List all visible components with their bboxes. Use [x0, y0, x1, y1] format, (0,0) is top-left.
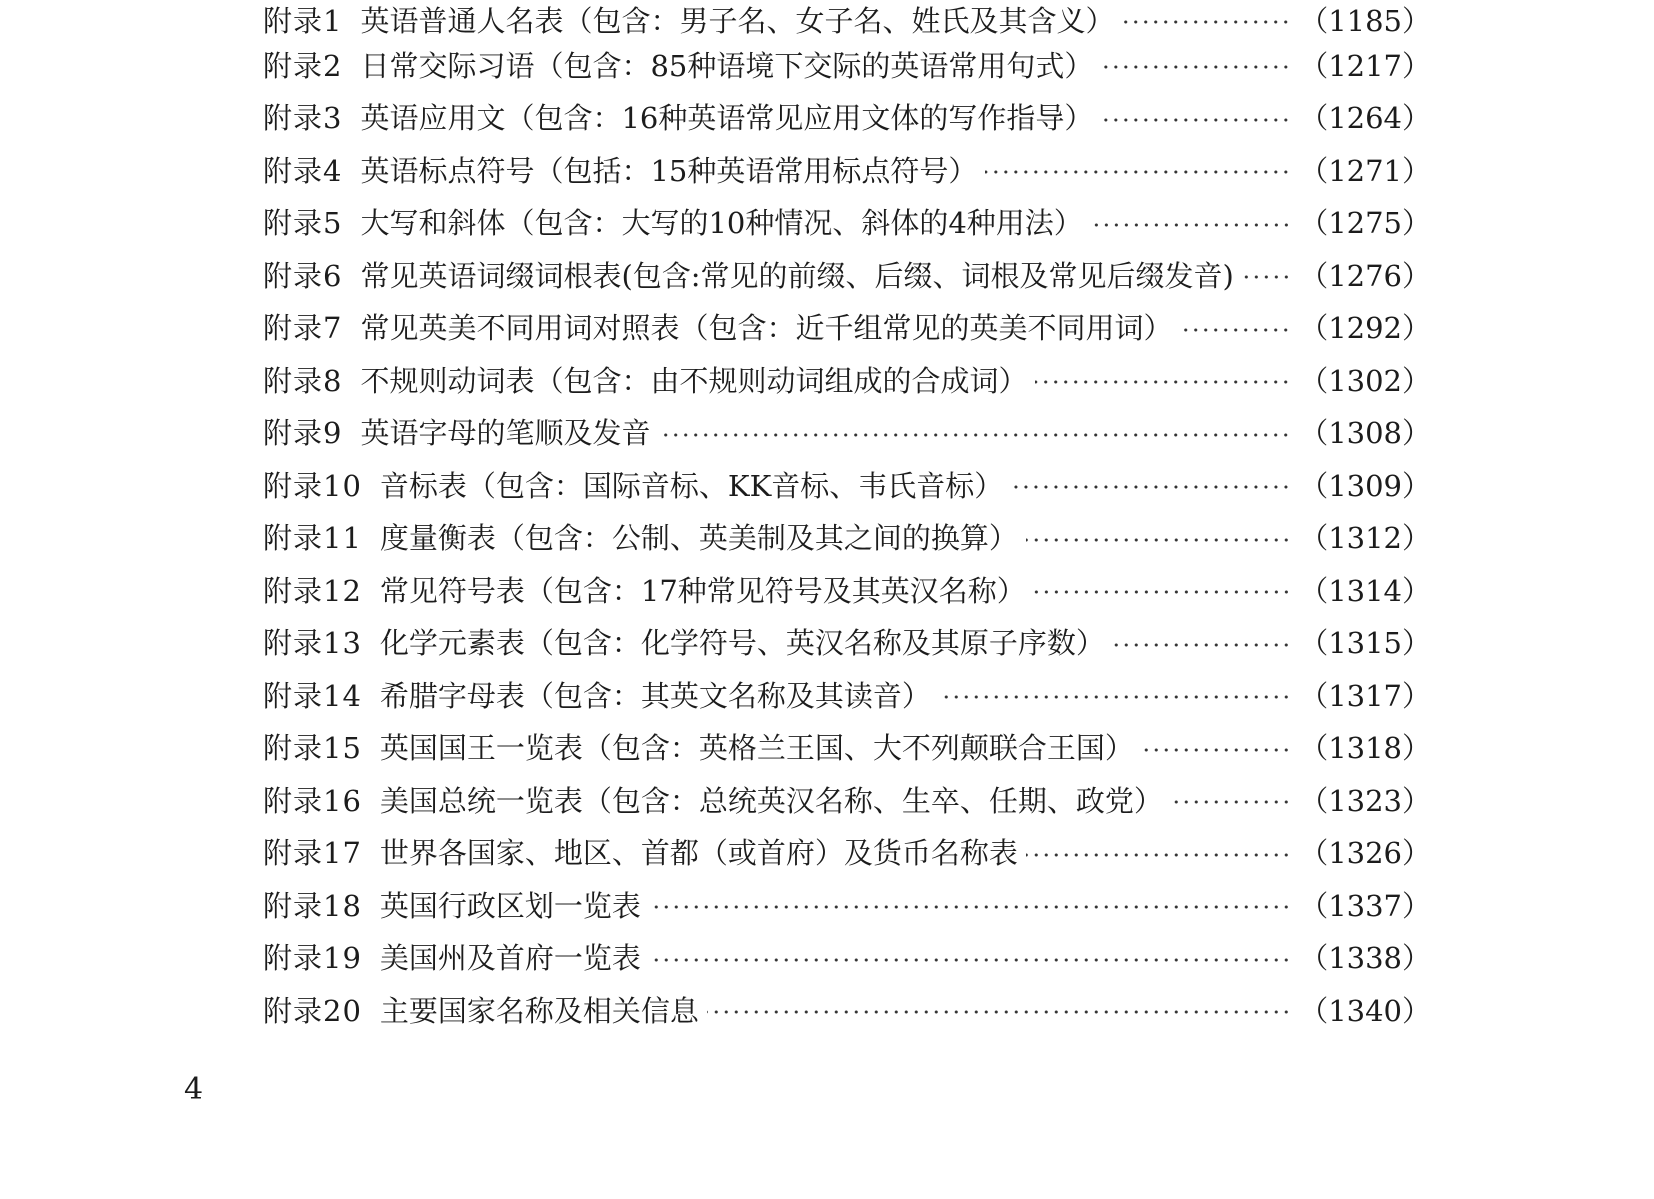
toc-entry-label: 附录18 — [263, 888, 362, 923]
toc-entry-page: （1338） — [1299, 941, 1431, 976]
toc-entry-title: 化学元素表（包含：化学符号、英汉名称及其原子序数） — [379, 626, 1105, 661]
toc-entry-page: （1323） — [1299, 783, 1431, 818]
toc-entry-title: 度量衡表（包含：公制、英美制及其之间的换算） — [379, 521, 1018, 556]
dot-leader — [1026, 538, 1291, 542]
toc-entry-page: （1340） — [1299, 993, 1431, 1028]
toc-entry-title: 英语普通人名表（包含：男子名、女子名、姓氏及其含义） — [360, 3, 1115, 38]
toc-entry-title: 日常交际习语（包含：85种语境下交际的英语常用句式） — [360, 48, 1094, 83]
dot-leader — [1011, 485, 1291, 489]
toc-entry-label: 附录10 — [263, 468, 362, 503]
dot-leader — [1122, 20, 1291, 24]
toc-entry-title: 美国州及首府一览表 — [379, 941, 641, 976]
toc-entry[interactable] — [263, 721, 1431, 774]
dot-leader — [1091, 223, 1291, 227]
dot-leader — [1142, 748, 1291, 752]
toc-entry-page: （1302） — [1299, 363, 1431, 398]
toc-entry-title: 英语标点符号（包括：15种英语常用标点符号） — [360, 153, 978, 188]
toc-entry-title: 英语应用文（包含：16种英语常见应用文体的写作指导） — [360, 101, 1094, 136]
toc-entry-page: （1337） — [1299, 888, 1431, 923]
toc-entry-page: （1292） — [1299, 311, 1431, 346]
toc-entry-label: 附录16 — [263, 783, 362, 818]
toc-entry[interactable] — [263, 301, 1431, 354]
toc-entry[interactable] — [263, 38, 1431, 91]
dot-leader — [1026, 853, 1291, 857]
toc-entry[interactable] — [263, 511, 1431, 564]
toc-entry-title: 不规则动词表（包含：由不规则动词组成的合成词） — [360, 363, 1028, 398]
toc-entry[interactable] — [263, 563, 1431, 616]
toc-entry-label: 附录9 — [263, 416, 343, 451]
dot-leader — [1101, 65, 1291, 69]
toc-entry-page: （1185） — [1299, 3, 1431, 38]
toc-entry-label: 附录11 — [263, 521, 362, 556]
toc-entry[interactable] — [263, 406, 1431, 459]
toc-entry-label: 附录7 — [263, 311, 343, 346]
dot-leader — [1113, 643, 1291, 647]
toc-entry[interactable] — [263, 196, 1431, 249]
toc-entry[interactable] — [263, 773, 1431, 826]
toc-entry-label: 附录17 — [263, 836, 362, 871]
dot-leader — [707, 1010, 1291, 1014]
toc-entry-title: 英语字母的笔顺及发音 — [360, 416, 651, 451]
toc-entry-page: （1315） — [1299, 626, 1431, 661]
toc-entry-label: 附录13 — [263, 626, 362, 661]
toc-entry[interactable] — [263, 616, 1431, 669]
toc-entry-label: 附录1 — [263, 3, 343, 38]
toc-entry-page: （1271） — [1299, 153, 1431, 188]
toc-entry-page: （1312） — [1299, 521, 1431, 556]
toc-entry-title: 世界各国家、地区、首都（或首府）及货币名称表 — [379, 836, 1018, 871]
toc-entry-page: （1309） — [1299, 468, 1431, 503]
dot-leader — [1171, 800, 1291, 804]
dot-leader — [1034, 590, 1291, 594]
toc-entry[interactable] — [263, 353, 1431, 406]
toc-entry-page: （1275） — [1299, 206, 1431, 241]
toc-entry[interactable] — [263, 826, 1431, 879]
dot-leader — [649, 905, 1291, 909]
toc-entry-label: 附录14 — [263, 678, 362, 713]
toc-entry-label: 附录3 — [263, 101, 343, 136]
toc-entry-page: （1326） — [1299, 836, 1431, 871]
toc-entry-label: 附录4 — [263, 153, 343, 188]
toc-entry-label: 附录5 — [263, 206, 343, 241]
toc-entry[interactable] — [263, 91, 1431, 144]
toc-entry-title: 希腊字母表（包含：其英文名称及其读音） — [379, 678, 931, 713]
toc-entry-title: 大写和斜体（包含：大写的10种情况、斜体的4种用法） — [360, 206, 1083, 241]
toc-entry-label: 附录20 — [263, 993, 362, 1028]
toc-entry-label: 附录6 — [263, 258, 343, 293]
toc-entry[interactable] — [263, 878, 1431, 931]
toc-entry-title: 英国行政区划一览表 — [379, 888, 641, 923]
toc-entry-title: 英国国王一览表（包含：英格兰王国、大不列颠联合王国） — [379, 731, 1134, 766]
dot-leader — [1101, 118, 1291, 122]
dot-leader — [939, 695, 1291, 699]
toc-entry-page: （1308） — [1299, 416, 1431, 451]
toc-entry-title: 常见符号表（包含：17种常见符号及其英汉名称） — [379, 573, 1026, 608]
dot-leader — [1035, 380, 1291, 384]
toc-entry-page: （1314） — [1299, 573, 1431, 608]
toc-entry-page: （1276） — [1299, 258, 1431, 293]
dot-leader — [658, 433, 1291, 437]
dot-leader — [985, 170, 1291, 174]
dot-leader — [1180, 328, 1291, 332]
toc-entry-label: 附录15 — [263, 731, 362, 766]
toc-entry-label: 附录2 — [263, 48, 343, 83]
toc-entry-label: 附录19 — [263, 941, 362, 976]
toc-entry-page: （1217） — [1299, 48, 1431, 83]
toc-entry-page: （1318） — [1299, 731, 1431, 766]
toc-entry[interactable] — [263, 931, 1431, 984]
toc-entry-title: 美国总统一览表（包含：总统英汉名称、生卒、任期、政党） — [379, 783, 1163, 818]
toc-entry-title: 常见英美不同用词对照表（包含：近千组常见的英美不同用词） — [360, 311, 1173, 346]
page-number: 4 — [184, 1072, 204, 1107]
toc-entry-title: 音标表（包含：国际音标、KK音标、韦氏音标） — [379, 468, 1004, 503]
dot-leader — [649, 958, 1291, 962]
table-of-contents — [263, 0, 1431, 1036]
toc-entry-title: 常见英语词缀词根表(包含:常见的前缀、后缀、词根及常见后缀发音) — [360, 258, 1234, 293]
toc-entry[interactable] — [263, 983, 1431, 1036]
toc-entry-label: 附录12 — [263, 573, 362, 608]
toc-entry[interactable] — [263, 143, 1431, 196]
toc-entry-label: 附录8 — [263, 363, 343, 398]
toc-entry-page: （1264） — [1299, 101, 1431, 136]
toc-entry[interactable] — [263, 0, 1431, 38]
toc-entry[interactable] — [263, 458, 1431, 511]
toc-entry-page: （1317） — [1299, 678, 1431, 713]
toc-entry-title: 主要国家名称及相关信息 — [379, 993, 699, 1028]
toc-entry[interactable] — [263, 248, 1431, 301]
toc-entry[interactable] — [263, 668, 1431, 721]
dot-leader — [1242, 275, 1291, 279]
